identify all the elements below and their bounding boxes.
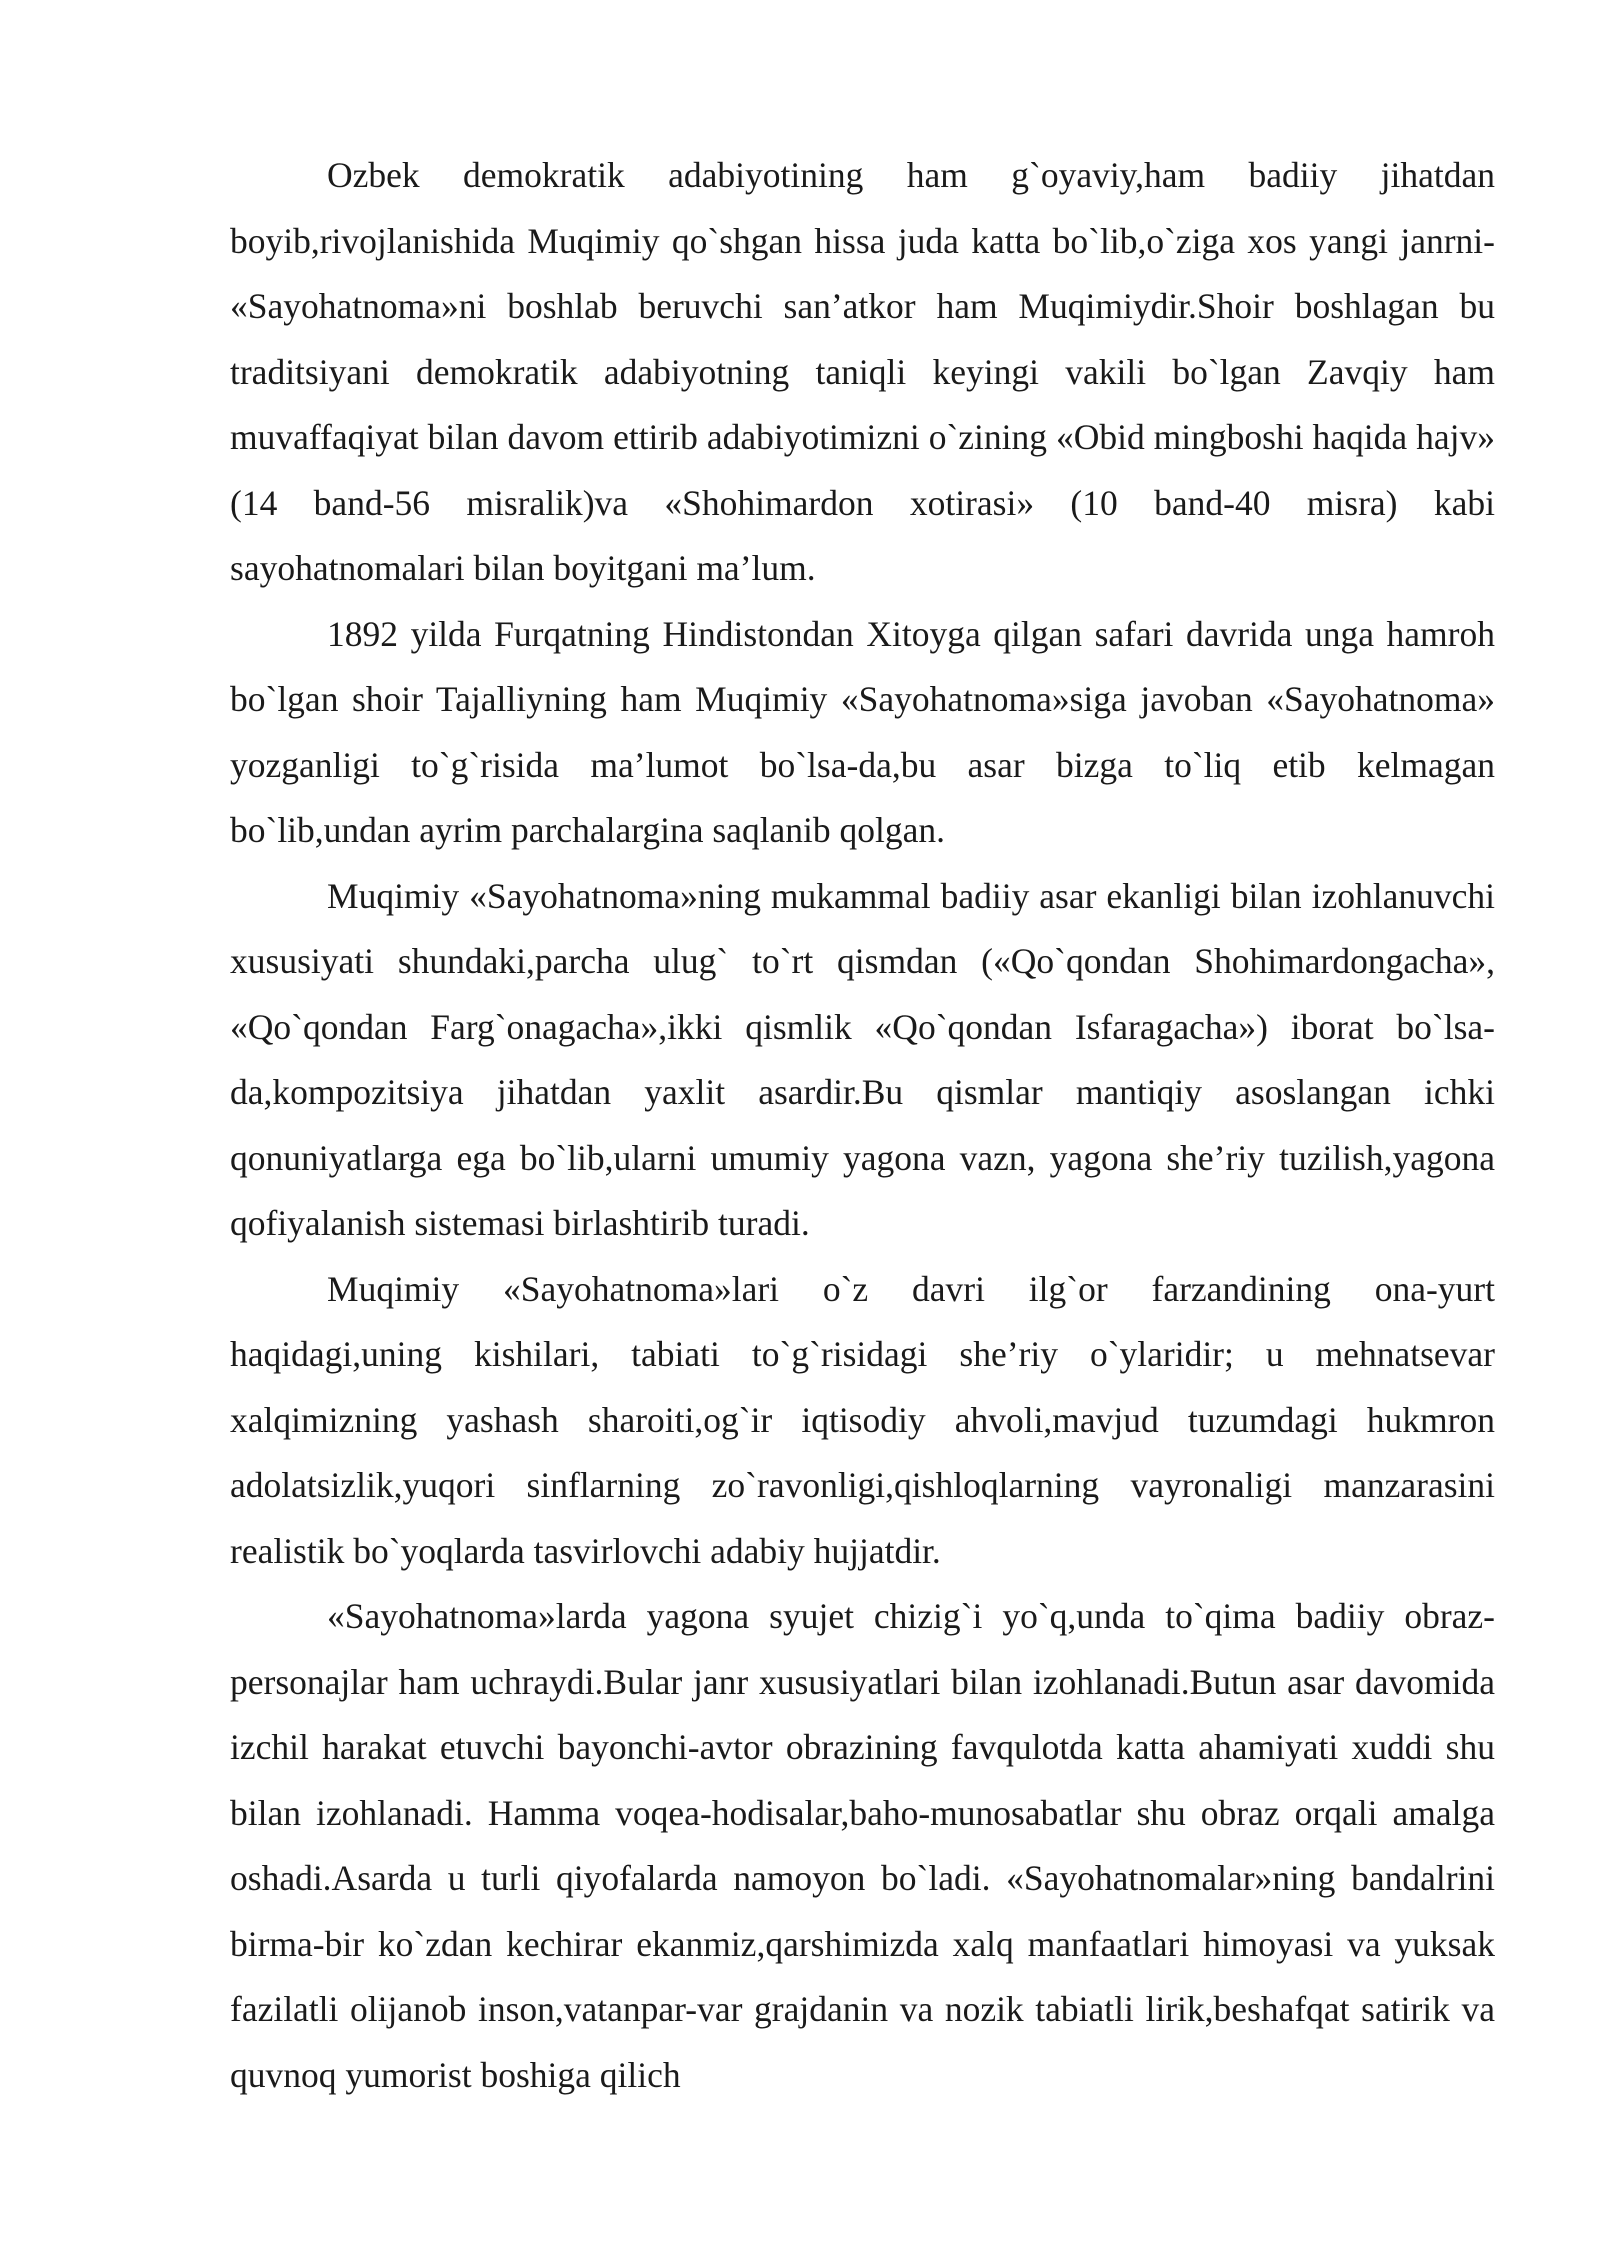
- paragraph-5: «Sayohatnoma»larda yagona syujet chizig`i yo`q,unda to`qima badiiy obraz-personajlar ham uchraydi.Bular janr xususiyatlari bilan izohlanadi.Butun asar davomida izchil harakat etuvchi bayonchi-avtor obrazining favqulotda katta ahamiyati xuddi shu bilan izohlanadi. Hamma voqea-hodisalar,baho-munosabatlar shu obraz orqali amalga oshadi.Asarda u turli qiyofalarda namoyon bo`ladi. «Sayohatnomalar»ning bandalrini birma-bir ko`zdan kechirar ekanmiz,qarshimizda xalq manfaatlari himoyasi va yuksak fazilatli olijanob inson,vatanpar-var grajdanin va nozik tabiatli lirik,beshafqat satirik va quvnoq yumorist boshiga qilich: [230, 1596, 1495, 2095]
- document-body: [230, 143, 1495, 2108]
- paragraph-4: Muqimiy «Sayohatnoma»lari o`z davri ilg`or farzandining ona-yurt haqidagi,uning kishilari, tabiati to`g`risidagi she’riy o`ylaridir; u mehnatsevar xalqimizning yashash sharoiti,og`ir iqtisodiy ahvoli,mavjud tuzumdagi hukmron adolatsizlik,yuqori sinflarning zo`ravonligi,qishloqlarning vayronaligi manzarasini realistik bo`yoqlarda tasvirlovchi adabiy hujjatdir.: [230, 1268, 1495, 1571]
- paragraph-2: 1892 yilda Furqatning Hindistondan Xitoyga qilgan safari davrida unga hamroh bo`lgan shoir Tajalliyning ham Muqimiy «Sayohatnoma»siga javoban «Sayohatnoma» yozganligi to`g`risida ma’lumot bo`lsa-da,bu asar bizga to`liq etib kelmagan bo`lib,undan ayrim parchalargina saqlanib qolgan.: [230, 613, 1495, 850]
- paragraph-3: Muqimiy «Sayohatnoma»ning mukammal badiiy asar ekanligi bilan izohlanuvchi xususiyati shundaki,parcha ulug` to`rt qismdan («Qo`qondan Shohimardongacha», «Qo`qondan Farg`onagacha»,ikki qismlik «Qo`qondan Isfaragacha») iborat bo`lsa-da,kompozitsiya jihatdan yaxlit asardir.Bu qismlar mantiqiy asoslangan ichki qonuniyatlarga ega bo`lib,ularni umumiy yagona vazn, yagona she’riy tuzilish,yagona qofiyalanish sistemasi birlashtirib turadi.: [230, 875, 1495, 1243]
- paragraph-1: Ozbek demokratik adabiyotining ham g`oyaviy,ham badiiy jihatdan boyib,rivojlanishida Muqimiy qo`shgan hissa juda katta bo`lib,o`ziga xos yangi janrni- «Sayohatnoma»ni boshlab beruvchi san’atkor ham Muqimiydir.Shoir boshlagan bu traditsiyani demokratik adabiyotning taniqli keyingi vakili bo`lgan Zavqiy ham muvaffaqiyat bilan davom ettirib adabiyotimizni o`zining «Obid mingboshi haqida hajv» (14 band-56 misralik)va «Shohimardon xotirasi» (10 band-40 misra) kabi sayohatnomalari bilan boyitgani ma’lum.: [230, 155, 1495, 588]
